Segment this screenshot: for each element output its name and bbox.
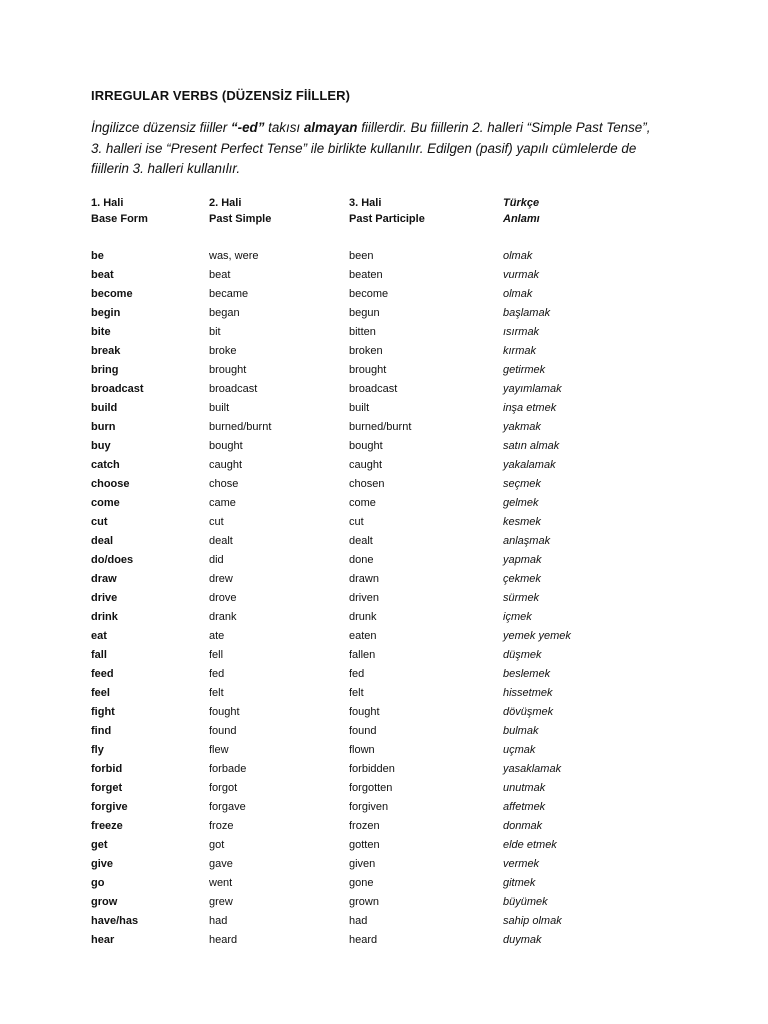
past-participle-cell: beaten bbox=[349, 269, 383, 281]
meaning-cell: yasaklamak bbox=[503, 763, 562, 775]
past-simple-cell: fought bbox=[209, 706, 240, 718]
table-row bbox=[0, 667, 768, 686]
base-form-cell: give bbox=[91, 858, 114, 870]
past-participle-cell: broadcast bbox=[349, 383, 398, 395]
base-form-cell: build bbox=[91, 402, 118, 414]
past-participle-cell: frozen bbox=[349, 820, 380, 832]
meaning-cell: affetmek bbox=[503, 801, 546, 813]
page-title: IRREGULAR VERBS (DÜZENSİZ FİİLLER) bbox=[91, 88, 351, 103]
past-simple-cell: went bbox=[209, 877, 233, 889]
table-row bbox=[0, 439, 768, 458]
meaning-cell: düşmek bbox=[503, 649, 542, 661]
table-row bbox=[0, 458, 768, 477]
table-row bbox=[0, 382, 768, 401]
meaning-cell: yapmak bbox=[503, 554, 542, 566]
past-participle-cell: built bbox=[349, 402, 370, 414]
header-meaning-line2: Anlamı bbox=[503, 212, 540, 225]
meaning-cell: inşa etmek bbox=[503, 402, 557, 414]
header-past-simple bbox=[209, 196, 271, 227]
past-simple-cell: felt bbox=[209, 687, 224, 699]
base-form-cell: bring bbox=[91, 364, 119, 376]
base-form-cell: deal bbox=[91, 535, 114, 547]
table-row bbox=[0, 686, 768, 705]
past-simple-cell: forgot bbox=[209, 782, 238, 794]
table-row bbox=[0, 648, 768, 667]
meaning-cell: dövüşmek bbox=[503, 706, 554, 718]
meaning-cell: başlamak bbox=[503, 307, 551, 319]
base-form-cell: feel bbox=[91, 687, 110, 699]
table-row bbox=[0, 363, 768, 382]
base-form-cell: bite bbox=[91, 326, 111, 338]
base-form-cell: freeze bbox=[91, 820, 123, 832]
past-simple-cell: broke bbox=[209, 345, 237, 357]
past-participle-cell: felt bbox=[349, 687, 364, 699]
table-row bbox=[0, 724, 768, 743]
table-row bbox=[0, 534, 768, 553]
past-participle-cell: had bbox=[349, 915, 368, 927]
header-past-line1: 2. Hali bbox=[209, 197, 242, 209]
table-row bbox=[0, 876, 768, 895]
base-form-cell: burn bbox=[91, 421, 116, 433]
meaning-cell: gitmek bbox=[503, 877, 536, 889]
header-meaning-line1: Türkçe bbox=[503, 197, 540, 209]
past-simple-cell: brought bbox=[209, 364, 247, 376]
base-form-cell: become bbox=[91, 288, 133, 300]
base-form-cell: drive bbox=[91, 592, 118, 604]
past-participle-cell: forbidden bbox=[349, 763, 395, 775]
meaning-cell: içmek bbox=[503, 611, 532, 623]
past-participle-cell: dealt bbox=[349, 535, 373, 547]
base-form-cell: draw bbox=[91, 573, 117, 585]
past-participle-cell: gone bbox=[349, 877, 374, 889]
past-participle-cell: eaten bbox=[349, 630, 377, 642]
table-row bbox=[0, 420, 768, 439]
meaning-cell: büyümek bbox=[503, 896, 548, 908]
past-participle-cell: found bbox=[349, 725, 377, 737]
base-form-cell: beat bbox=[91, 269, 114, 281]
base-form-cell: break bbox=[91, 345, 121, 357]
past-participle-cell: drunk bbox=[349, 611, 377, 623]
past-simple-cell: did bbox=[209, 554, 224, 566]
past-participle-cell: begun bbox=[349, 307, 380, 319]
past-participle-cell: driven bbox=[349, 592, 379, 604]
past-simple-cell: burned/burnt bbox=[209, 421, 272, 433]
table-row bbox=[0, 591, 768, 610]
base-form-cell: fall bbox=[91, 649, 107, 661]
base-form-cell: come bbox=[91, 497, 120, 509]
past-simple-cell: caught bbox=[209, 459, 243, 471]
past-participle-cell: flown bbox=[349, 744, 375, 756]
table-row bbox=[0, 496, 768, 515]
past-simple-cell: became bbox=[209, 288, 249, 300]
past-participle-cell: brought bbox=[349, 364, 387, 376]
base-form-cell: eat bbox=[91, 630, 107, 642]
meaning-cell: getirmek bbox=[503, 364, 546, 376]
past-simple-cell: drove bbox=[209, 592, 237, 604]
meaning-cell: sürmek bbox=[503, 592, 540, 604]
base-form-cell: catch bbox=[91, 459, 120, 471]
table-header bbox=[0, 196, 768, 228]
base-form-cell: drink bbox=[91, 611, 118, 623]
table-row bbox=[0, 933, 768, 952]
table-row bbox=[0, 477, 768, 496]
base-form-cell: cut bbox=[91, 516, 108, 528]
table-row bbox=[0, 287, 768, 306]
past-simple-cell: was, were bbox=[209, 250, 259, 262]
header-participle-line2: Past Participle bbox=[349, 212, 425, 225]
past-participle-cell: heard bbox=[349, 934, 378, 946]
past-participle-cell: bitten bbox=[349, 326, 376, 338]
past-simple-cell: fell bbox=[209, 649, 224, 661]
meaning-cell: unutmak bbox=[503, 782, 546, 794]
past-simple-cell: bit bbox=[209, 326, 221, 338]
past-simple-cell: got bbox=[209, 839, 225, 851]
meaning-cell: hissetmek bbox=[503, 687, 553, 699]
past-simple-cell: cut bbox=[209, 516, 224, 528]
base-form-cell: get bbox=[91, 839, 108, 851]
table-row bbox=[0, 762, 768, 781]
base-form-cell: feed bbox=[91, 668, 114, 680]
base-form-cell: buy bbox=[91, 440, 111, 452]
table-row bbox=[0, 914, 768, 933]
table-row bbox=[0, 838, 768, 857]
meaning-cell: elde etmek bbox=[503, 839, 557, 851]
table-row bbox=[0, 344, 768, 363]
meaning-cell: donmak bbox=[503, 820, 543, 832]
meaning-cell: satın almak bbox=[503, 440, 560, 452]
table-row bbox=[0, 857, 768, 876]
meaning-cell: ısırmak bbox=[503, 326, 540, 338]
past-simple-cell: came bbox=[209, 497, 236, 509]
past-participle-cell: fed bbox=[349, 668, 365, 680]
table-row bbox=[0, 781, 768, 800]
base-form-cell: forbid bbox=[91, 763, 123, 775]
past-simple-cell: began bbox=[209, 307, 240, 319]
intro-text-2: takısı bbox=[264, 120, 304, 135]
base-form-cell: begin bbox=[91, 307, 121, 319]
past-participle-cell: cut bbox=[349, 516, 364, 528]
table-row bbox=[0, 895, 768, 914]
base-form-cell: fight bbox=[91, 706, 115, 718]
past-participle-cell: broken bbox=[349, 345, 383, 357]
past-simple-cell: bought bbox=[209, 440, 243, 452]
intro-paragraph bbox=[91, 118, 651, 180]
base-form-cell: be bbox=[91, 250, 104, 262]
intro-text-3: fiillerdir. Bu fiillerin 2. halleri “Simple Past Tense”, 3. halleri ise “Present Perfect Tense” ile birlikte kullanılır. Edilgen (pasif) yapılı cümlelerde de fiillerin 3. halleri kullanılır. bbox=[91, 120, 651, 176]
meaning-cell: kesmek bbox=[503, 516, 541, 528]
past-participle-cell: become bbox=[349, 288, 389, 300]
table-row bbox=[0, 610, 768, 629]
past-participle-cell: given bbox=[349, 858, 376, 870]
meaning-cell: bulmak bbox=[503, 725, 539, 737]
header-base-line2: Base Form bbox=[91, 212, 148, 225]
meaning-cell: uçmak bbox=[503, 744, 536, 756]
header-past-participle bbox=[349, 196, 425, 227]
base-form-cell: fly bbox=[91, 744, 104, 756]
header-past-line2: Past Simple bbox=[209, 212, 272, 225]
past-simple-cell: broadcast bbox=[209, 383, 258, 395]
meaning-cell: kırmak bbox=[503, 345, 536, 357]
base-form-cell: go bbox=[91, 877, 105, 889]
meaning-cell: olmak bbox=[503, 288, 533, 300]
table-row bbox=[0, 819, 768, 838]
past-simple-cell: beat bbox=[209, 269, 231, 281]
header-turkish-meaning bbox=[503, 196, 540, 227]
meaning-cell: vurmak bbox=[503, 269, 540, 281]
base-form-cell: grow bbox=[91, 896, 118, 908]
table-row bbox=[0, 705, 768, 724]
past-simple-cell: dealt bbox=[209, 535, 233, 547]
base-form-cell: do/does bbox=[91, 554, 134, 566]
base-form-cell: choose bbox=[91, 478, 130, 490]
meaning-cell: yayımlamak bbox=[503, 383, 562, 395]
past-simple-cell: drew bbox=[209, 573, 233, 585]
past-simple-cell: grew bbox=[209, 896, 233, 908]
past-participle-cell: bought bbox=[349, 440, 383, 452]
base-form-cell: have/has bbox=[91, 915, 139, 927]
past-participle-cell: chosen bbox=[349, 478, 385, 490]
meaning-cell: beslemek bbox=[503, 668, 551, 680]
past-simple-cell: found bbox=[209, 725, 237, 737]
past-participle-cell: come bbox=[349, 497, 376, 509]
meaning-cell: sahip olmak bbox=[503, 915, 562, 927]
meaning-cell: olmak bbox=[503, 250, 533, 262]
past-simple-cell: built bbox=[209, 402, 230, 414]
past-participle-cell: forgiven bbox=[349, 801, 389, 813]
base-form-cell: broadcast bbox=[91, 383, 144, 395]
header-base-line1: 1. Hali bbox=[91, 197, 124, 209]
past-simple-cell: gave bbox=[209, 858, 233, 870]
table-row bbox=[0, 800, 768, 819]
past-participle-cell: done bbox=[349, 554, 374, 566]
past-participle-cell: been bbox=[349, 250, 374, 262]
past-simple-cell: ate bbox=[209, 630, 225, 642]
table-row bbox=[0, 249, 768, 268]
past-simple-cell: heard bbox=[209, 934, 238, 946]
meaning-cell: vermek bbox=[503, 858, 540, 870]
past-participle-cell: drawn bbox=[349, 573, 379, 585]
meaning-cell: yemek yemek bbox=[503, 630, 571, 642]
past-simple-cell: fed bbox=[209, 668, 225, 680]
meaning-cell: çekmek bbox=[503, 573, 541, 585]
past-participle-cell: caught bbox=[349, 459, 383, 471]
past-simple-cell: chose bbox=[209, 478, 239, 490]
table-row bbox=[0, 553, 768, 572]
past-participle-cell: fought bbox=[349, 706, 380, 718]
past-participle-cell: grown bbox=[349, 896, 379, 908]
table-row bbox=[0, 268, 768, 287]
past-simple-cell: forgave bbox=[209, 801, 246, 813]
past-participle-cell: forgotten bbox=[349, 782, 393, 794]
intro-ed-suffix: “-ed” bbox=[230, 120, 265, 135]
table-row bbox=[0, 306, 768, 325]
base-form-cell: forgive bbox=[91, 801, 128, 813]
past-participle-cell: gotten bbox=[349, 839, 380, 851]
base-form-cell: find bbox=[91, 725, 112, 737]
header-participle-line1: 3. Hali bbox=[349, 197, 382, 209]
intro-text-1: İngilizce düzensiz fiiller bbox=[91, 120, 231, 135]
meaning-cell: anlaşmak bbox=[503, 535, 551, 547]
base-form-cell: forget bbox=[91, 782, 123, 794]
verb-table-body bbox=[0, 249, 768, 952]
base-form-cell: hear bbox=[91, 934, 115, 946]
table-row bbox=[0, 515, 768, 534]
past-simple-cell: forbade bbox=[209, 763, 247, 775]
table-row bbox=[0, 325, 768, 344]
meaning-cell: seçmek bbox=[503, 478, 541, 490]
meaning-cell: duymak bbox=[503, 934, 542, 946]
meaning-cell: yakalamak bbox=[503, 459, 556, 471]
past-simple-cell: flew bbox=[209, 744, 229, 756]
past-simple-cell: froze bbox=[209, 820, 234, 832]
meaning-cell: yakmak bbox=[503, 421, 541, 433]
table-row bbox=[0, 629, 768, 648]
past-participle-cell: burned/burnt bbox=[349, 421, 412, 433]
header-base-form bbox=[91, 196, 148, 227]
table-row bbox=[0, 743, 768, 762]
meaning-cell: gelmek bbox=[503, 497, 539, 509]
intro-almayan: almayan bbox=[303, 120, 358, 135]
past-simple-cell: had bbox=[209, 915, 228, 927]
table-row bbox=[0, 401, 768, 420]
past-simple-cell: drank bbox=[209, 611, 237, 623]
past-participle-cell: fallen bbox=[349, 649, 376, 661]
table-row bbox=[0, 572, 768, 591]
